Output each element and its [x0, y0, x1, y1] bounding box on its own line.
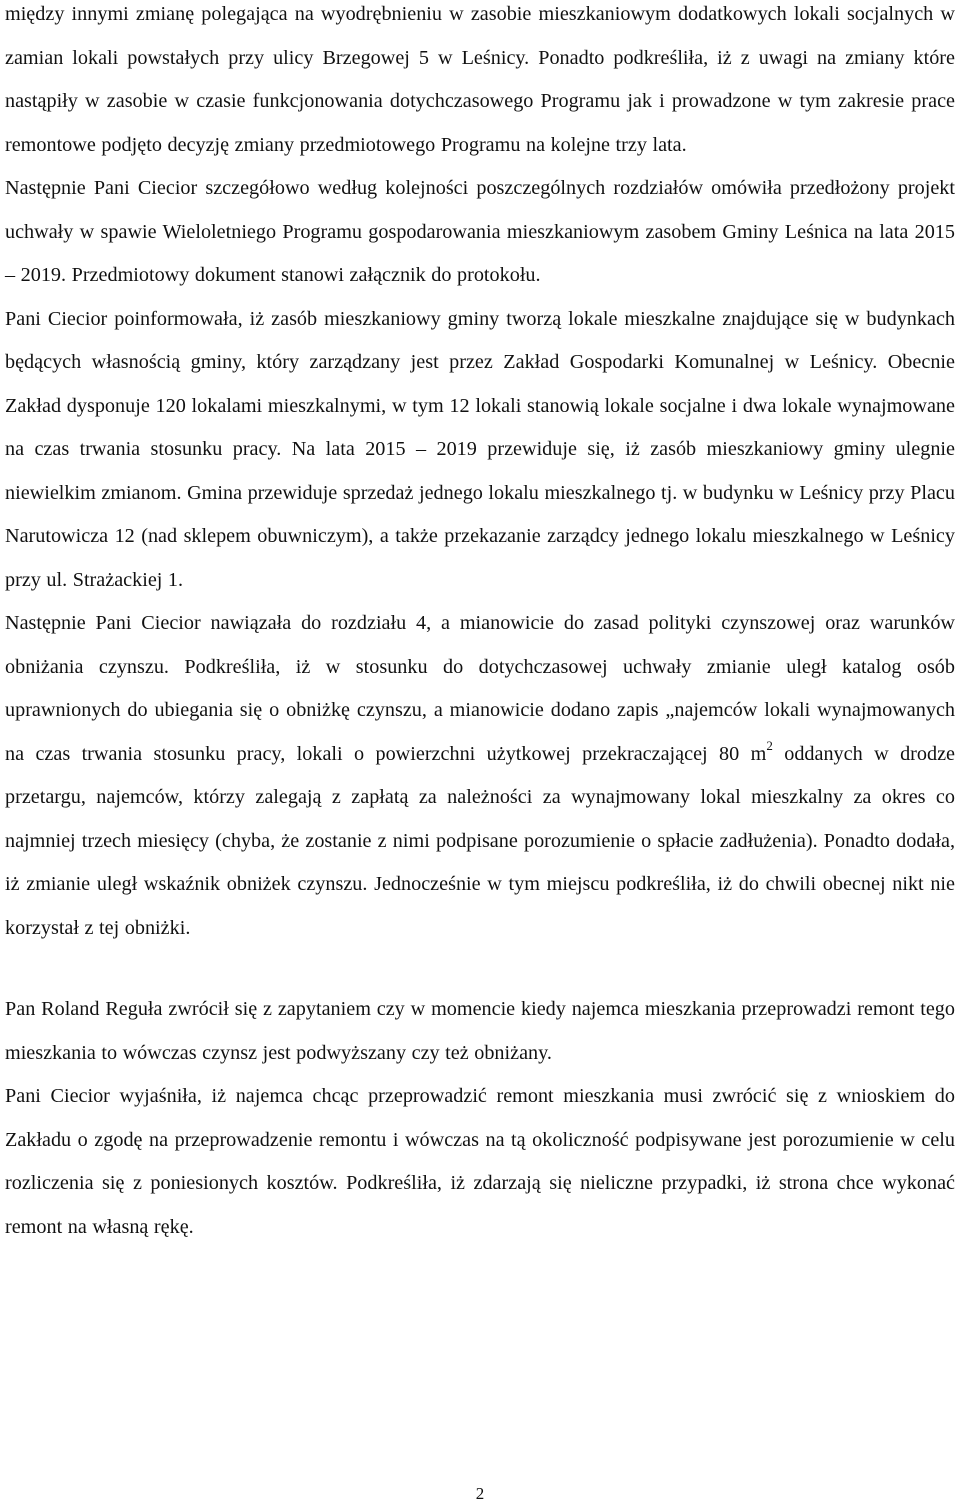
paragraph-gap — [5, 950, 955, 988]
page-number: 2 — [475, 1484, 485, 1503]
paragraph-answer: Pani Ciecior wyjaśniła, iż najemca chcąc przeprowadzić remont mieszkania musi zwrócić się z wnioskiem do Zakładu o zgodę na przeprowadzenie remontu i wówczas na tą okoliczność podpisywane jest porozumienie w celu rozliczenia się z poniesionych kosztów. Podkreśliła, iż zdarzają się nieliczne przypadki, iż strona chce wykonać remont na własną rękę. — [5, 1085, 955, 1238]
paragraph-question: Pan Roland Reguła zwrócił się z zapytaniem czy w momencie kiedy najemca mieszkania przeprowadzi remont tego mieszkania to wówczas czynsz jest podwyższany czy też obniżany. — [5, 998, 955, 1064]
document-page — [5, 0, 955, 1509]
paragraph-housing-resources: Pani Ciecior poinformowała, iż zasób mieszkaniowy gminy tworzą lokale mieszkalne znajdujące się w budynkach będących własnością gminy, który zarządzany jest przez Zakład Gospodarki Komunalnej w Leśnicy. Obecnie Zakład dysponuje 120 lokalami mieszkalnymi, w tym 12 lokali stanowią lokale socjalne i dwa lokale wynajmowane na czas trwania stosunku pracy. Na lata 2015 – 2019 przewiduje się, iż zasób mieszkaniowy gminy ulegnie niewielkim zmianom. Gmina przewiduje sprzedaż jednego lokalu mieszkalnego tj. w budynku w Leśnicy przy Placu Narutowicza 12 (nad sklepem obuwniczym), a także przekazanie zarządcy jednego lokalu mieszkalnego w Leśnicy przy ul. Strażackiej 1. — [5, 307, 955, 591]
square-meter-superscript: 2 — [766, 737, 773, 753]
rent-policy-text-start: Następnie Pani Ciecior nawiązała do rozdziału 4, a mianowicie do zasad polityki czynszowej oraz warunków obniżania czynszu. Podkreśliła, iż w stosunku do dotychczasowej uchwały zmianie uległ katalog osób uprawnionych do ubiegania się o obniżkę czynszu, a mianowicie dodano zapis „najemców lokali wynajmowanych na czas trwania stosunku pracy, lokali o powierzchni użytkowej przekraczającej 80 m — [5, 612, 955, 765]
paragraph-project-discussion: Następnie Pani Ciecior szczegółowo według kolejności poszczególnych rozdziałów omówiła przedłożony projekt uchwały w spawie Wieloletniego Programu gospodarowania mieszkaniowym zasobem Gminy Leśnica na lata 2015 – 2019. Przedmiotowy dokument stanowi załącznik do protokołu. — [5, 177, 955, 286]
paragraph-rent-policy — [5, 602, 955, 950]
paragraph-program-changes: między innymi zmianę polegająca na wyodrębnieniu w zasobie mieszkaniowym dodatkowych lokali socjalnych w zamian lokali powstałych przy ulicy Brzegowej 5 w Leśnicy. Ponadto podkreśliła, iż z uwagi na zmiany które nastąpiły w zasobie w czasie funkcjonowania dotychczasowego Programu jak i prowadzone w tym zakresie prace remontowe podjęto decyzję zmiany przedmiotowego Programu na kolejne trzy lata. — [5, 3, 955, 156]
rent-policy-text-end: oddanych w drodze przetargu, najemców, którzy zalegają z zapłatą za należności za wynajmowany lokal mieszkalny za okres co najmniej trzech miesięcy (chyba, że zostanie z nimi podpisane porozumienie o spłacie zadłużenia). Ponadto dodała, iż zmianie uległ wskaźnik obniżek czynszu. Jednocześnie w tym miejscu podkreśliła, iż do chwili obecnej nikt nie korzystał z tej obniżki. — [5, 742, 955, 939]
